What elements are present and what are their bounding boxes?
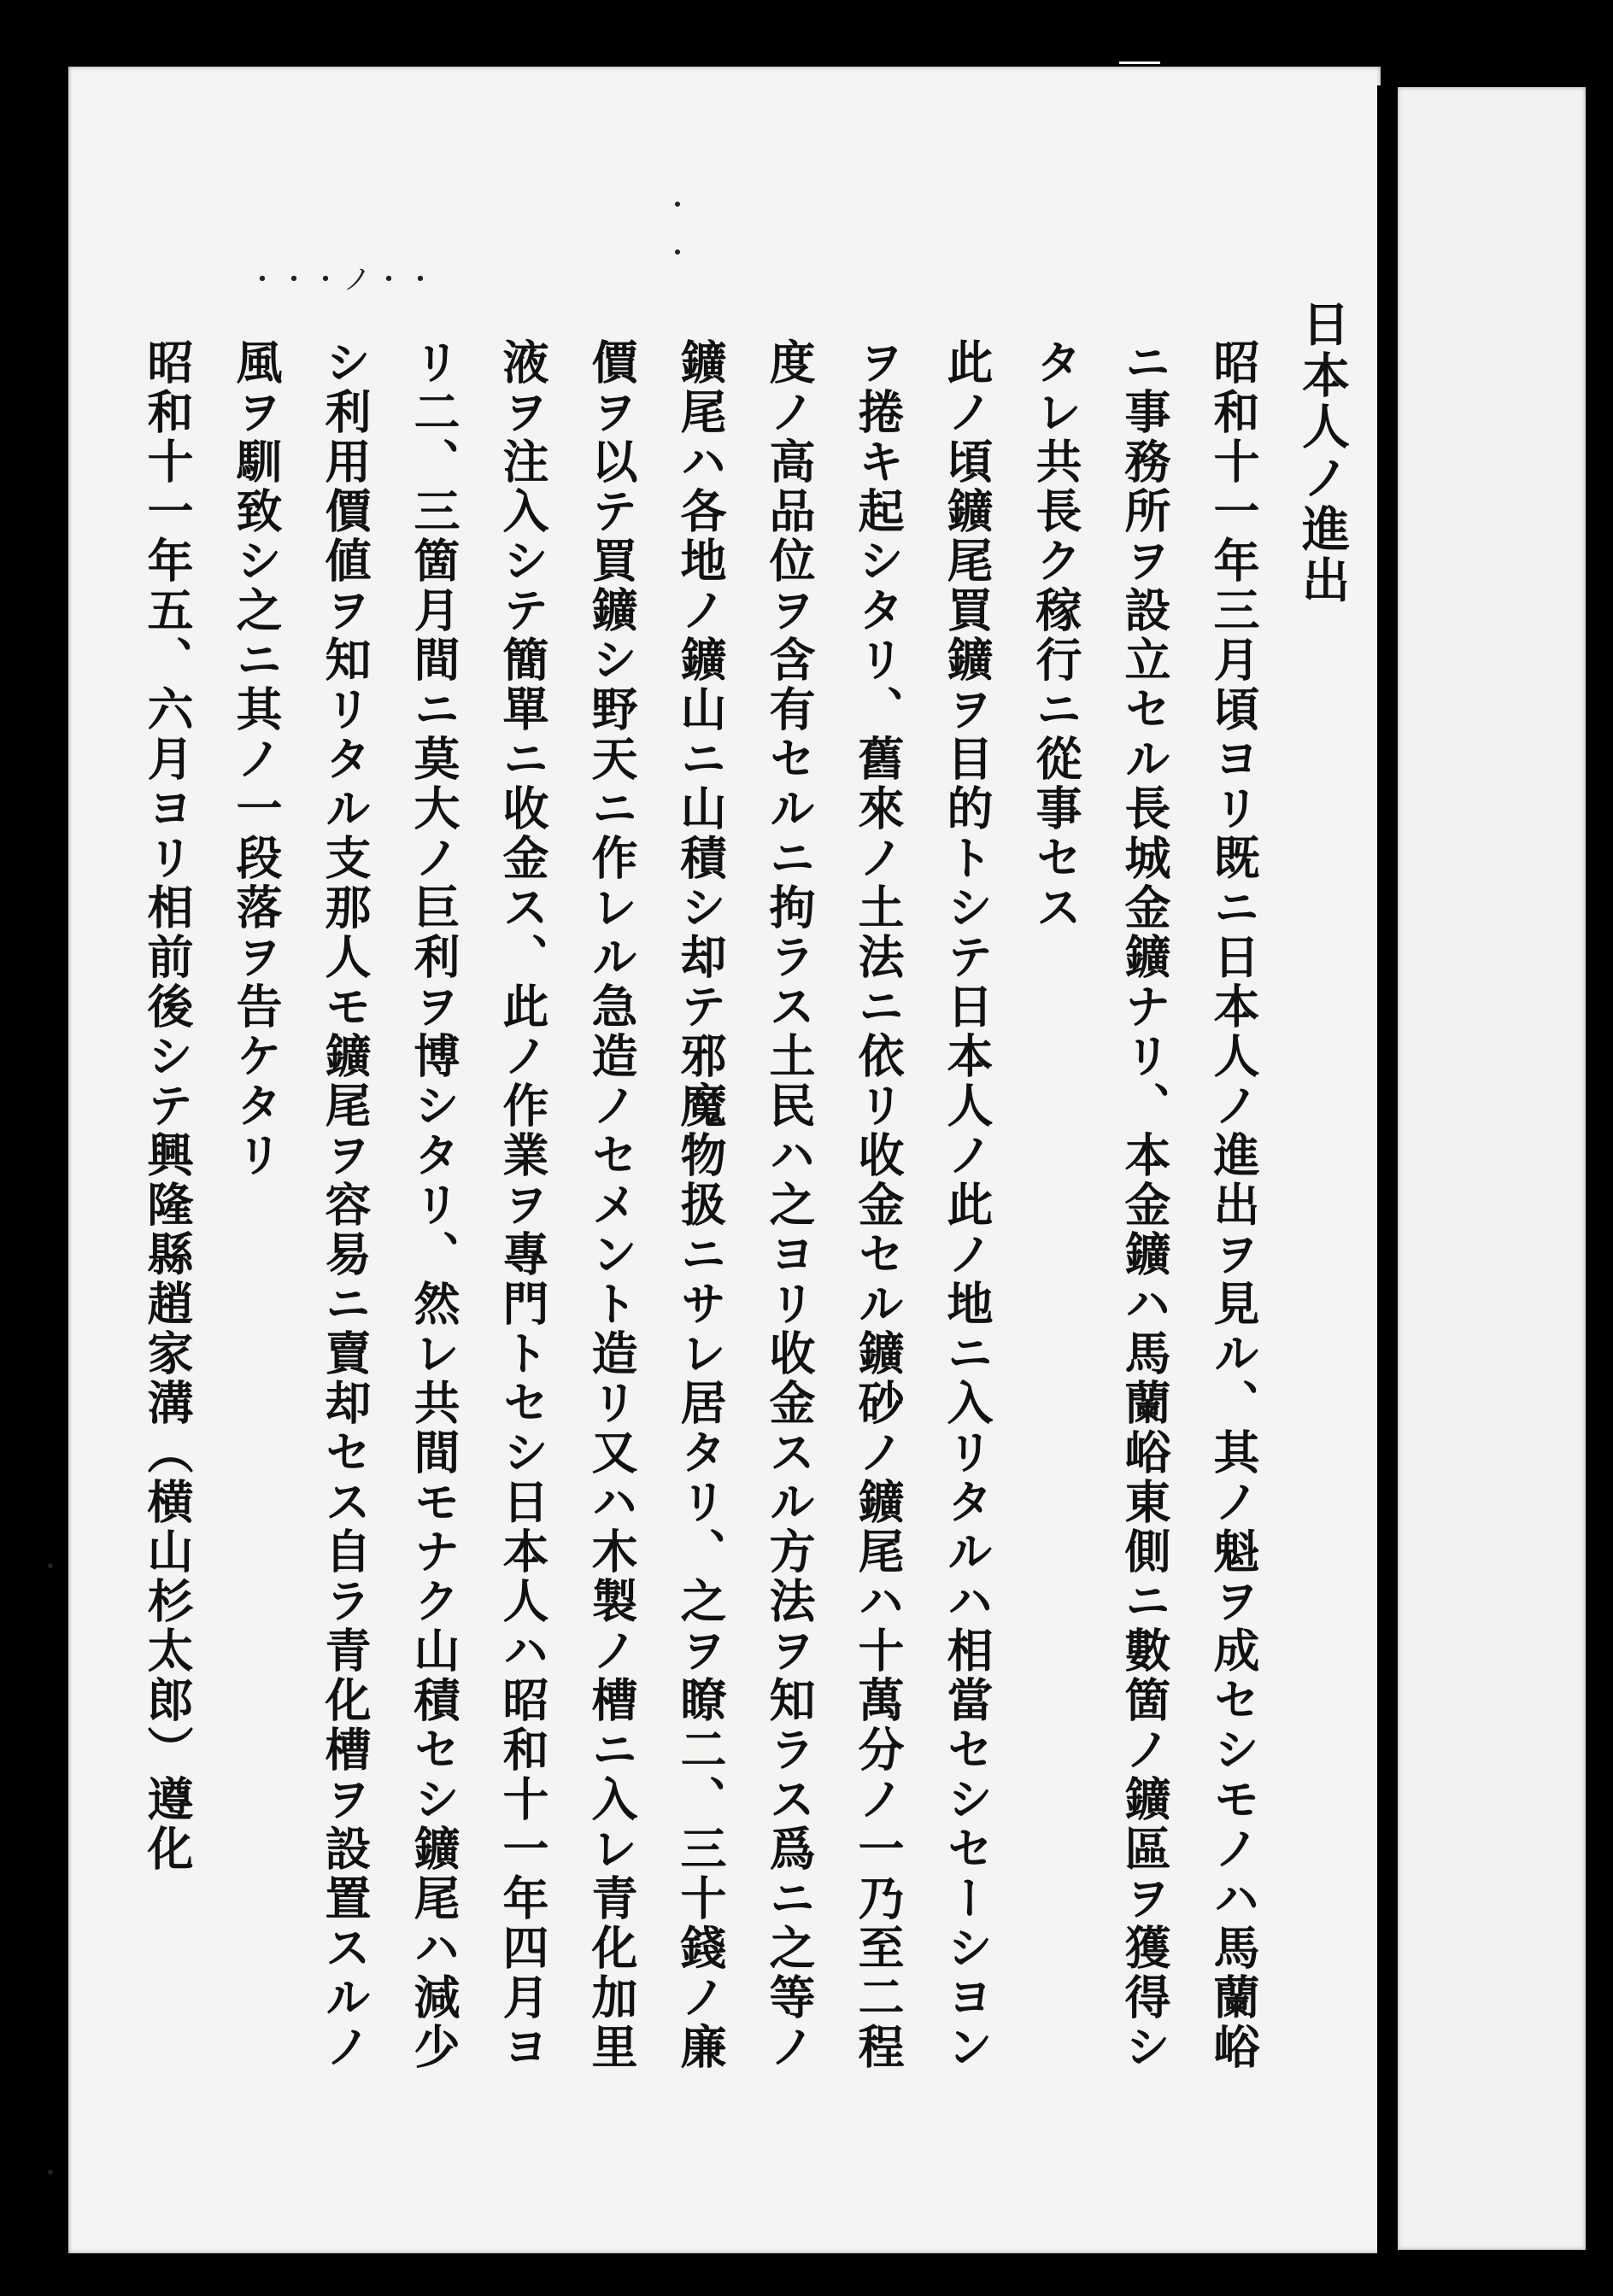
speck [675, 202, 680, 207]
page-gutter [1377, 85, 1391, 2255]
paragraph-1: 昭和十一年三月頃ヨリ既ニ日本人ノ進出ヲ見ル、其ノ魁ヲ成セシモノハ馬蘭峪ニ事務所ヲ設立セル長城金鑛ナリ、本金鑛ハ馬蘭峪東側ニ數箇ノ鑛區ヲ獲得シタレ共長ク稼行ニ從事セス [1029, 338, 1261, 2072]
right-page-edge [1398, 87, 1586, 2250]
speck [48, 1563, 53, 1568]
speck [48, 2170, 53, 2175]
speck [675, 249, 680, 255]
margin-note: ・・・ノ・・ [248, 263, 437, 297]
vertical-text-body [140, 290, 1367, 2101]
paragraph-3: 昭和十一年五、六月ヨリ相前後シテ興隆縣趙家溝（横山杉太郎）遵化 [140, 338, 195, 1874]
paragraph-2: 此ノ頃鑛尾買鑛ヲ目的トシテ日本人ノ此ノ地ニ入リタルハ相當セシセーシヨンヲ捲キ起シタリ、舊來ノ土法ニ依リ收金セル鑛砂ノ鑛尾ハ十萬分ノ一乃至二程度ノ高品位ヲ含有セルニ拘ラス土民ハ之ヨリ收金スル方法ヲ知ラス爲ニ之等ノ鑛尾ハ各地ノ鑛山ニ山積シ却テ邪魔物扱ニサレ居タリ、之ヲ瞭二、三十錢ノ廉價ヲ以テ買鑛シ野天ニ作レル急造ノセメント造リ又ハ木製ノ槽ニ入レ青化加里液ヲ注入シテ簡單ニ收金ス、此ノ作業ヲ專門トセシ日本人ハ昭和十一年四月ヨリ二、三箇月間ニ莫大ノ巨利ヲ博シタリ、然レ共間モナク山積セシ鑛尾ハ減少シ利用價値ヲ知リタル支那人モ鑛尾ヲ容易ニ賣却セス自ラ青化槽ヲ設置スルノ風ヲ馴致シ之ニ其ノ一段落ヲ告ケタリ [229, 338, 994, 2072]
top-dash-mark [1119, 62, 1160, 64]
section-heading: 日本人ノ進出 [1294, 299, 1351, 606]
